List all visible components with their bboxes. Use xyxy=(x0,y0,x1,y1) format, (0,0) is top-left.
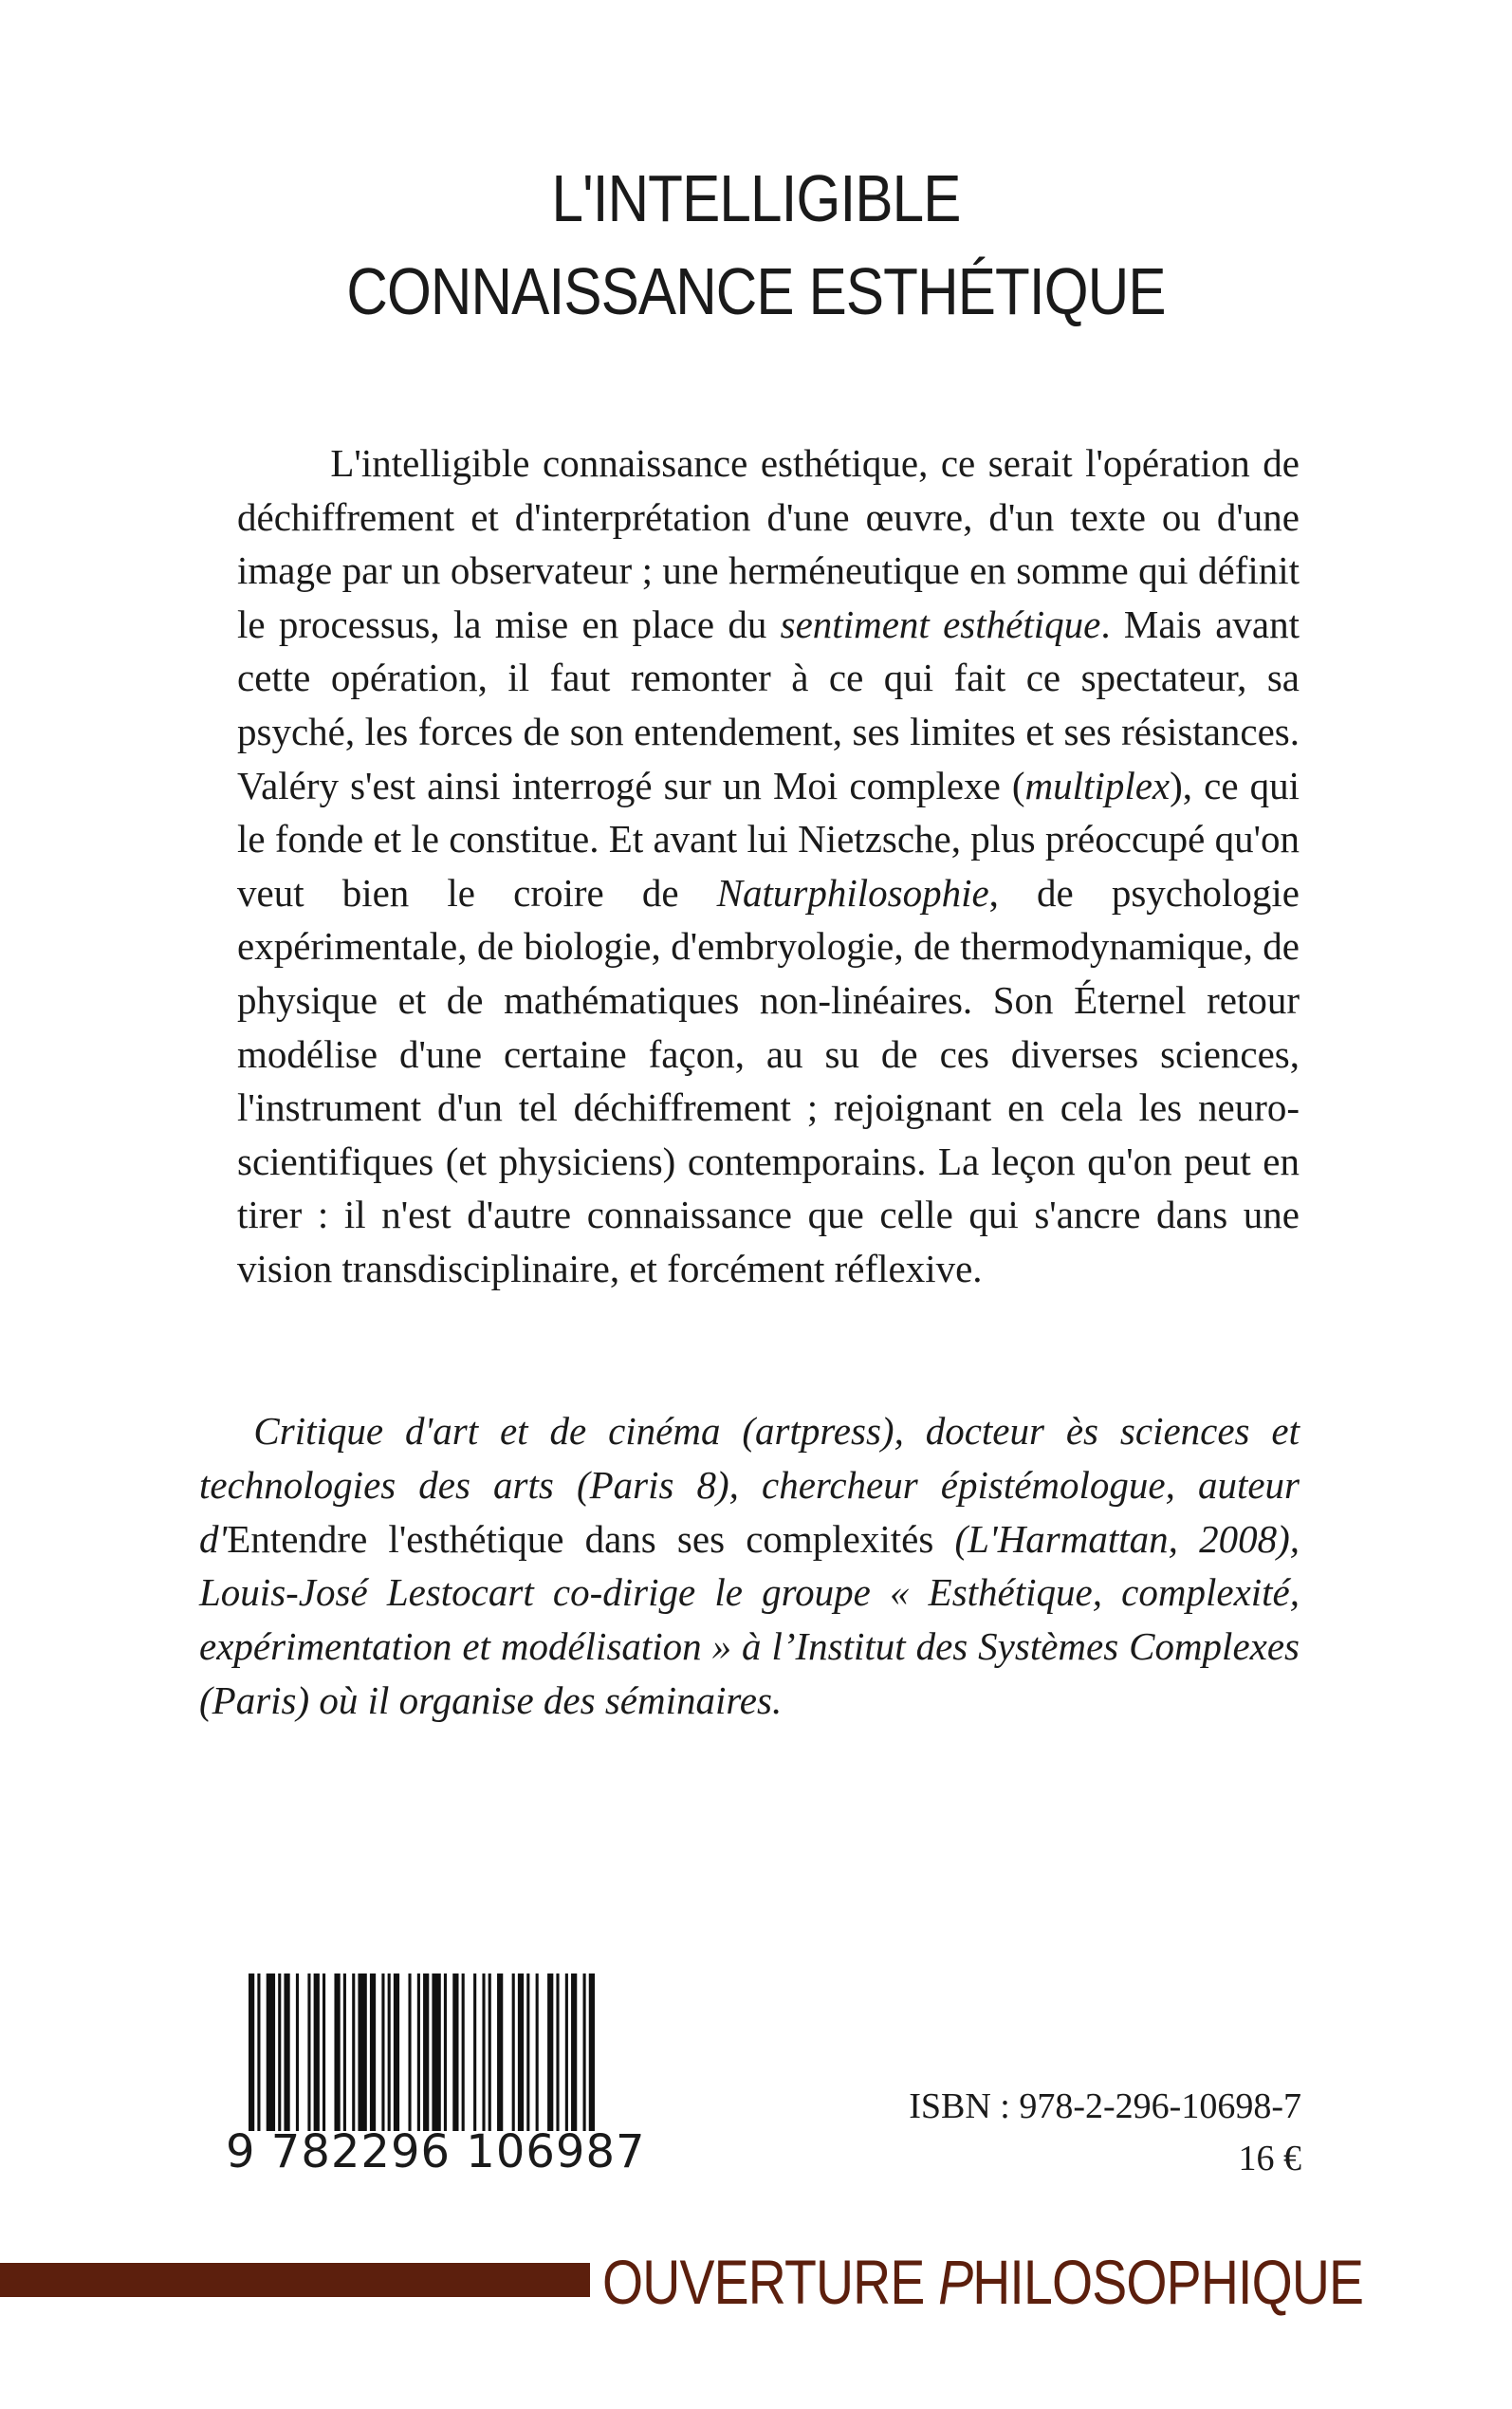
barcode-bar xyxy=(512,1974,515,2131)
barcode-bar xyxy=(343,1974,346,2131)
collection-word-2: HILOSOPHIQUE xyxy=(972,2247,1364,2317)
barcode-bar xyxy=(257,1974,260,2131)
barcode-bar xyxy=(352,1974,355,2131)
barcode-bar xyxy=(423,1974,429,2131)
barcode-bar xyxy=(278,1974,281,2131)
barcode-bar xyxy=(547,1974,553,2131)
barcode-bar xyxy=(589,1974,595,2131)
author-bio-book-title: Entendre l'esthétique dans ses complexités xyxy=(227,1516,934,1561)
barcode-bar xyxy=(323,1974,325,2131)
summary-emphasis-3: Naturphilosophie xyxy=(716,870,989,915)
author-bio xyxy=(199,1404,1300,1728)
barcode-bar xyxy=(444,1974,447,2131)
barcode-bar xyxy=(284,1974,289,2131)
barcode-bar xyxy=(536,1974,539,2131)
barcode-bar xyxy=(571,1974,577,2131)
barcode-bar xyxy=(408,1974,411,2131)
price: 16 € xyxy=(1238,2139,1301,2178)
collection-band xyxy=(0,2263,590,2297)
barcode-digits: 9 782296 106987 xyxy=(226,2125,646,2178)
collection-word-1: OUVERTURE xyxy=(602,2247,939,2317)
barcode-bar xyxy=(249,1974,254,2131)
barcode-bar xyxy=(473,1974,476,2131)
collection-initial: P xyxy=(938,2247,973,2317)
summary-emphasis-1: sentiment esthétique xyxy=(780,602,1101,646)
barcode-bar xyxy=(432,1974,440,2131)
barcode-bar xyxy=(388,1974,391,2131)
book-title-line2: CONNAISSANCE ESTHÉTIQUE xyxy=(346,254,1166,328)
barcode-bar xyxy=(267,1974,275,2131)
barcode-icon xyxy=(249,1974,595,2131)
barcode-bar xyxy=(417,1974,420,2131)
barcode-bar xyxy=(452,1974,458,2131)
barcode-bar xyxy=(497,1974,503,2131)
summary-text-4: , de psychologie expérimentale, de biologie, d'embryologie, de thermodynamique, de physique et de mathématiques non-linéaires. Son Éternel retour modélise d'une certaine façon, au su de ces diverses sciences, l'instrument d'un tel déchiffrement ; rejoignant en cela les neuro-scientifiques (et physiciens) contemporains. La leçon qu'on peut en tirer : il n'est d'autre connaissance que celle qui s'ancre dans une vision transdisciplinaire, et forcément réflexive. xyxy=(237,870,1300,1290)
barcode-bar xyxy=(518,1974,524,2131)
summary-text-2: . Mais avant cette opération, il faut remonter à ce qui fait ce spectateur, sa psyché, les forces de son entendement, ses limites et ses résistances. Valéry s'est ainsi interrogé sur un Moi complexe ( xyxy=(237,602,1300,807)
barcode-bar xyxy=(307,1974,310,2131)
barcode-bar xyxy=(358,1974,366,2131)
summary-paragraph xyxy=(237,436,1300,1296)
barcode-bar xyxy=(526,1974,529,2131)
barcode-bar xyxy=(334,1974,340,2131)
summary-text-1: L'intelligible connaissance esthétique, ce serait l'opération de déchiffrement et d'interprétation d'une œuvre, d'un texte ou d'une image par un observateur ; une herméneutique en somme qui définit le processus, la mise en place du xyxy=(237,441,1300,646)
barcode-bar xyxy=(583,1974,586,2131)
barcode-bar xyxy=(462,1974,465,2131)
summary-text-3: ), ce qui le fonde et le constitue. Et avant lui Nietzsche, plus préoccupé qu'on veut bien le croire de xyxy=(237,763,1300,915)
book-title xyxy=(106,152,1407,338)
book-title-line1: L'INTELLIGIBLE xyxy=(551,161,961,235)
barcode-bar xyxy=(370,1974,376,2131)
barcode-bar xyxy=(381,1974,384,2131)
collection-name xyxy=(602,2239,1367,2325)
barcode-bar xyxy=(489,1974,491,2131)
author-bio-text-2: (L'Harmattan, 2008), Louis-José Lestocart co-dirige le groupe « Esthétique, complexité, expérimentation et modélisation » à l’Institut des Systèmes Complexes (Paris) où il organise des séminaires. xyxy=(199,1516,1300,1722)
isbn-number: ISBN : 978-2-296-10698-7 xyxy=(909,2086,1301,2126)
barcode-bar xyxy=(314,1974,320,2131)
barcode-bar xyxy=(556,1974,559,2131)
summary-emphasis-2: multiplex xyxy=(1024,763,1171,807)
author-bio-text-1: Critique d'art et de cinéma (artpress), docteur ès sciences et technologies des arts (Paris 8), chercheur épistémologue, auteur d' xyxy=(199,1409,1300,1561)
barcode-bar xyxy=(394,1974,399,2131)
barcode-bar xyxy=(482,1974,485,2131)
barcode-bar xyxy=(296,1974,299,2131)
barcode-bar xyxy=(565,1974,568,2131)
